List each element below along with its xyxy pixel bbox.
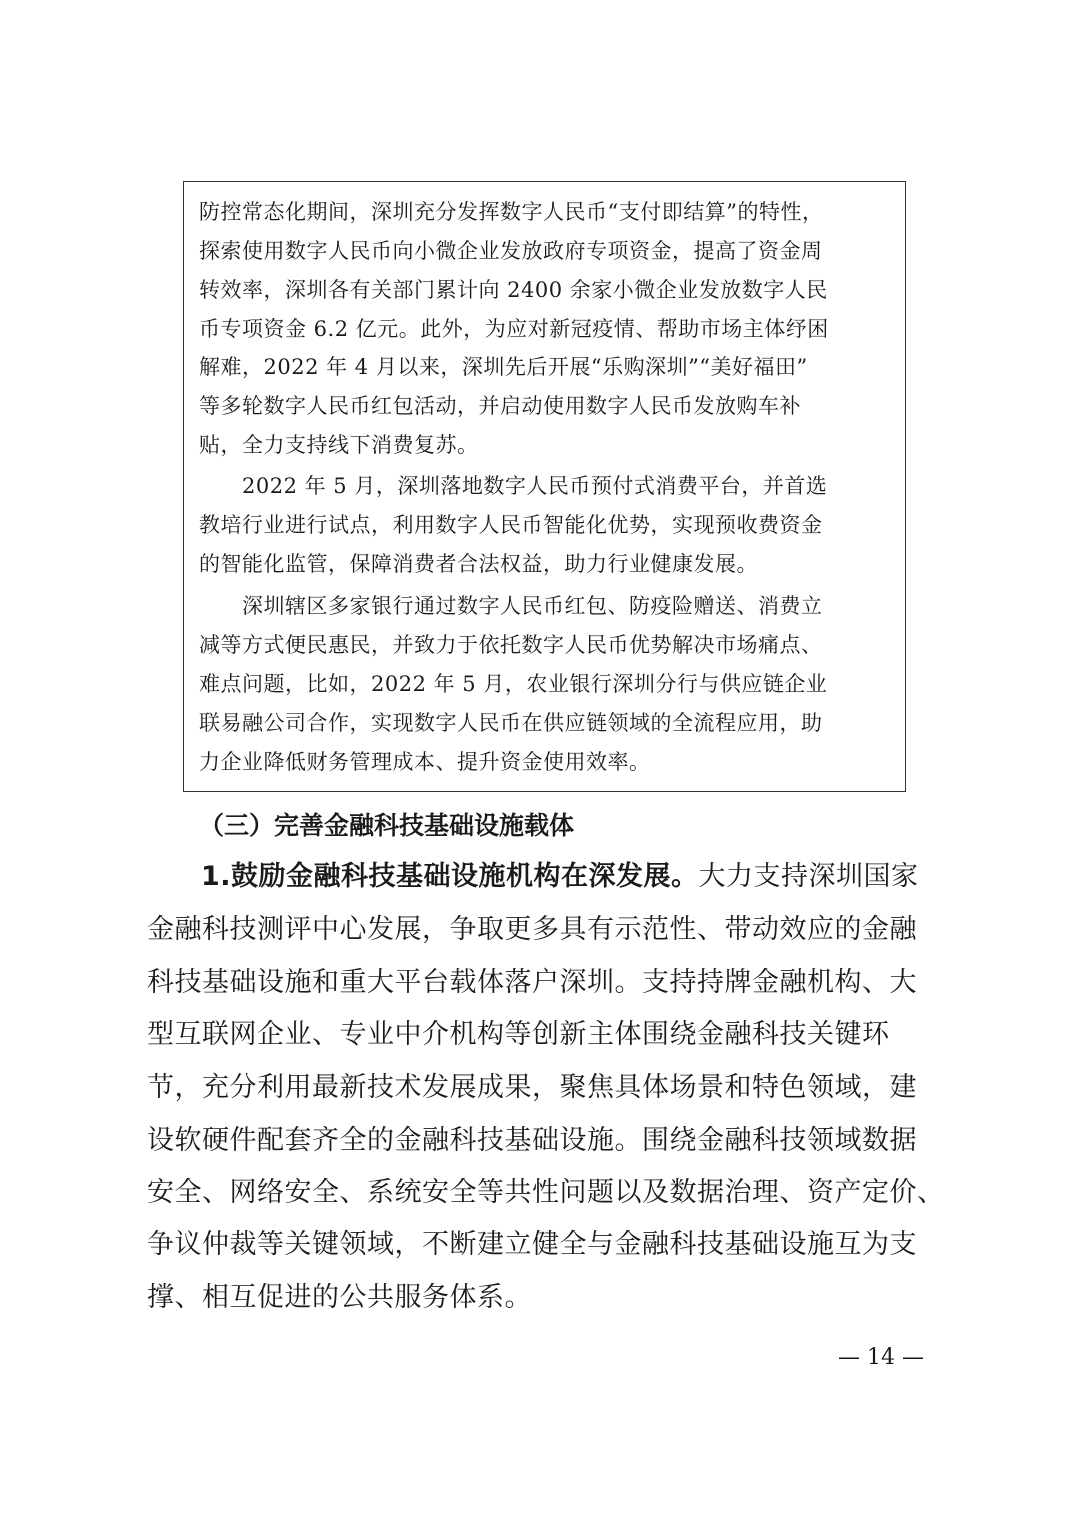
- box-line: 防控常态化期间，深圳充分发挥数字人民币“支付即结算”的特性，: [199, 200, 824, 224]
- page-number: — 14 —: [838, 1345, 924, 1370]
- box-line: 贴，全力支持线下消费复苏。: [199, 433, 479, 457]
- paragraph-lead: 1.鼓励金融科技基础设施机构在深发展。: [201, 861, 699, 892]
- section-heading: （三）完善金融科技基础设施载体: [199, 811, 575, 840]
- box-line: 币专项资金 6.2 亿元。此外，为应对新冠疫情、帮助市场主体纾困: [199, 317, 829, 341]
- box-line: 减等方式便民惠民，并致力于依托数字人民币优势解决市场痛点、: [199, 633, 823, 657]
- paragraph-line: 科技基础设施和重大平台载体落户深圳。支持持牌金融机构、大: [147, 967, 917, 998]
- box-line: 力企业降低财务管理成本、提升资金使用效率。: [199, 750, 651, 774]
- box-line: 解难，2022 年 4 月以来，深圳先后开展“乐购深圳”“美好福田”: [199, 355, 808, 379]
- paragraph-line: 撑、相互促进的公共服务体系。: [147, 1282, 532, 1313]
- paragraph-line: 安全、网络安全、系统安全等共性问题以及数据治理、资产定价、: [147, 1177, 945, 1208]
- box-line: 的智能化监管，保障消费者合法权益，助力行业健康发展。: [199, 552, 758, 576]
- box-line: 转效率，深圳各有关部门累计向 2400 余家小微企业发放数字人民: [199, 278, 828, 302]
- paragraph-line: 争议仲裁等关键领域，不断建立健全与金融科技基础设施互为支: [147, 1229, 917, 1260]
- paragraph-line: 节，充分利用最新技术发展成果，聚焦具体场景和特色领域，建: [147, 1072, 917, 1103]
- box-line: 2022 年 5 月，深圳落地数字人民币预付式消费平台，并首选: [199, 474, 828, 498]
- box-line: 联易融公司合作，实现数字人民币在供应链领域的全流程应用，助: [199, 711, 823, 735]
- paragraph-line: 设软硬件配套齐全的金融科技基础设施。围绕金融科技领域数据: [147, 1125, 917, 1156]
- box-line: 难点问题，比如，2022 年 5 月，农业银行深圳分行与供应链企业: [199, 672, 828, 696]
- paragraph-line: 金融科技测评中心发展，争取更多具有示范性、带动效应的金融: [147, 914, 917, 945]
- paragraph-line: 型互联网企业、专业中介机构等创新主体围绕金融科技关键环: [147, 1019, 890, 1050]
- paragraph-first-line: [147, 858, 947, 896]
- paragraph-first-line-rest: 大力支持深圳国家: [698, 861, 919, 892]
- box-line: 等多轮数字人民币红包活动，并启动使用数字人民币发放购车补: [199, 394, 801, 418]
- box-line: 深圳辖区多家银行通过数字人民币红包、防疫险赠送、消费立: [199, 594, 823, 618]
- box-line: 教培行业进行试点，利用数字人民币智能化优势，实现预收费资金: [199, 513, 823, 537]
- box-line: 探索使用数字人民币向小微企业发放政府专项资金，提高了资金周: [199, 239, 823, 263]
